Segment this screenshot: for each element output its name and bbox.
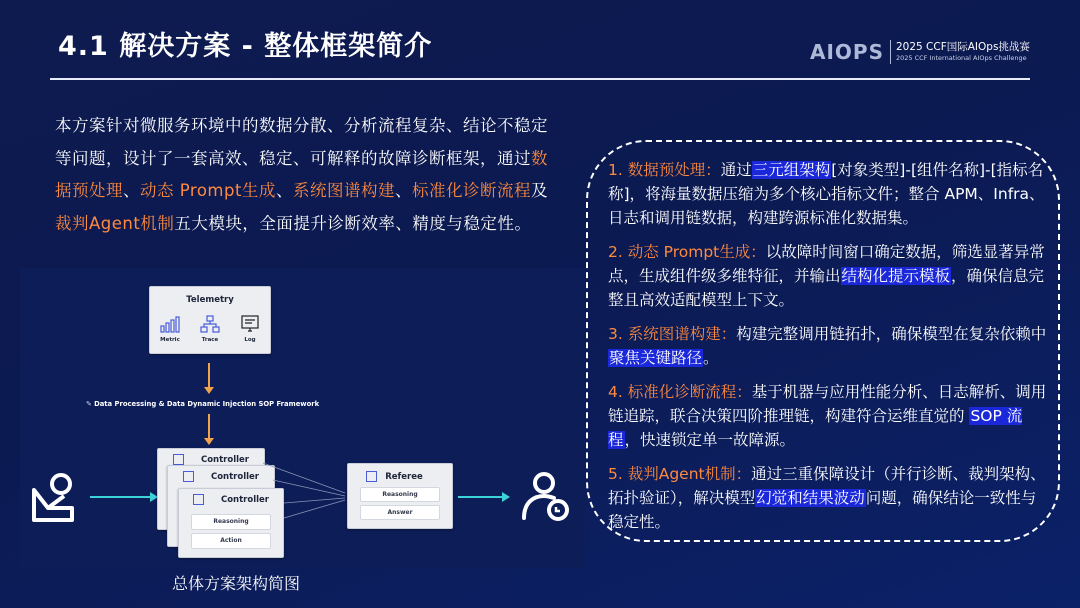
brand-name-cn: 2025 CCF国际AIOps挑战赛 — [895, 41, 1030, 53]
intro-module-1: 数据预处理 — [55, 148, 548, 200]
metric-item — [158, 315, 182, 343]
connector-lines — [260, 458, 350, 558]
telemetry-card — [149, 286, 271, 354]
module-text: 以故障时间窗口确定数据，筛选显著异常点，生成组件级多维特征，并输出 — [608, 243, 1045, 285]
module-text: 构建完整调用链拓扑，确保模型在复杂依赖中 — [736, 325, 1047, 343]
action-box: Action — [191, 533, 271, 549]
user-output-icon — [518, 468, 574, 524]
module-text: ，确保信息完整且高效适配模型上下文。 — [608, 267, 1045, 309]
reasoning-box: Reasoning — [191, 514, 271, 530]
framework-label-text: Data Processing & Data Dynamic Injection SOP Framework — [94, 400, 320, 408]
intro-module-4: 标准化诊断流程 — [411, 181, 531, 200]
module-highlight: 三元组架构 — [752, 161, 831, 179]
module-text: 。 — [703, 349, 719, 367]
module-item — [608, 380, 1048, 452]
arrow-framework-down — [208, 414, 210, 439]
log-label: Log — [244, 337, 256, 343]
monitor-icon — [240, 315, 260, 333]
intro-module-3: 系统图谱构建 — [292, 181, 395, 200]
arrow-output — [458, 496, 504, 498]
brand-name-en: 2025 CCF International AIOps Challenge — [895, 54, 1027, 62]
module-highlight: 幻觉和结果波动 — [756, 489, 865, 507]
intro-sep: 、 — [123, 181, 140, 200]
intro-text-end: 五大模块，全面提升诊断效率、精度与稳定性。 — [174, 213, 532, 233]
module-item — [608, 240, 1048, 312]
brand-lockup — [810, 38, 1030, 66]
intro-sep: 、 — [394, 181, 412, 200]
network-icon — [200, 315, 220, 333]
module-highlight: 聚焦关键路径 — [609, 349, 703, 367]
trace-label: Trace — [201, 337, 219, 343]
module-highlight: 结构化提示模板 — [841, 267, 951, 285]
module-heading: 4. 标准化诊断流程： — [608, 383, 752, 401]
architecture-diagram — [20, 268, 585, 568]
framework-label — [86, 400, 319, 408]
referee-title: Referee — [385, 472, 423, 482]
referee-card — [347, 463, 453, 529]
module-item — [608, 158, 1048, 230]
module-item — [608, 322, 1048, 370]
module-text: 通过三重保障设计（并行诊断、裁判架构、拓扑验证），解决模型 — [608, 465, 1046, 507]
module-item — [608, 462, 1048, 534]
brand-separator — [890, 40, 891, 64]
intro-sep: 及 — [530, 181, 548, 200]
module-text: 通过 — [720, 161, 752, 179]
intro-sep: 、 — [275, 181, 293, 200]
reasoning-box: Reasoning — [360, 487, 440, 502]
module-text: [对象类型]-[组件名称]-[指标名称]，将海量数据压缩为多个核心指标文件；整合 APM、Infra、日志和调用链数据，构建跨源标准化数据集。 — [608, 161, 1045, 227]
intro-module-2: 动态 Prompt生成 — [140, 181, 276, 200]
module-heading: 5. 裁判Agent机制： — [608, 465, 752, 483]
module-heading: 2. 动态 Prompt生成： — [608, 243, 766, 261]
brand-text — [896, 41, 1030, 63]
intro-paragraph — [55, 110, 555, 240]
intro-text: 本方案针对微服务环境中的数据分散、分析流程复杂、结论不稳定等问题，设计了一套高效、稳定、可解释的故障诊断框架，通过 — [55, 116, 548, 168]
controller-title-front: Controller — [220, 495, 269, 505]
module-highlight: SOP 流程 — [608, 407, 1023, 449]
aiops-logo: AIOPS — [810, 40, 884, 64]
user-input-icon — [28, 468, 84, 524]
arrow-output-head — [502, 492, 510, 502]
pencil-icon: ✎ — [86, 400, 95, 408]
module-text: 基于机器与应用性能分析、日志解析、调用链追踪，联合决策四阶推理链，构建符合运维直觉的 — [608, 383, 1047, 425]
slide-title: 4.1 解决方案 - 整体框架简介 — [58, 31, 433, 62]
arrow-input — [90, 496, 152, 498]
diagram-caption: 总体方案架构简图 — [172, 574, 301, 593]
trace-item — [198, 315, 222, 343]
bar-chart-icon — [160, 315, 180, 333]
answer-box: Answer — [360, 505, 440, 520]
module-text: 问题，确保结论一致性与稳定性。 — [608, 489, 1037, 531]
controller-title-mid: Controller — [210, 472, 259, 482]
telemetry-title: Telemetry — [186, 295, 234, 305]
modules-list — [608, 158, 1048, 544]
module-text: ，快速锁定单一故障源。 — [624, 431, 796, 449]
controller-title-back: Controller — [200, 455, 249, 465]
metric-label: Metric — [160, 337, 180, 343]
intro-module-5: 裁判Agent机制 — [55, 213, 175, 233]
module-heading: 1. 数据预处理： — [608, 161, 721, 179]
log-item — [238, 315, 262, 343]
arrow-telemetry-down — [208, 363, 210, 388]
title-divider — [50, 78, 1030, 80]
module-heading: 3. 系统图谱构建： — [608, 325, 737, 343]
